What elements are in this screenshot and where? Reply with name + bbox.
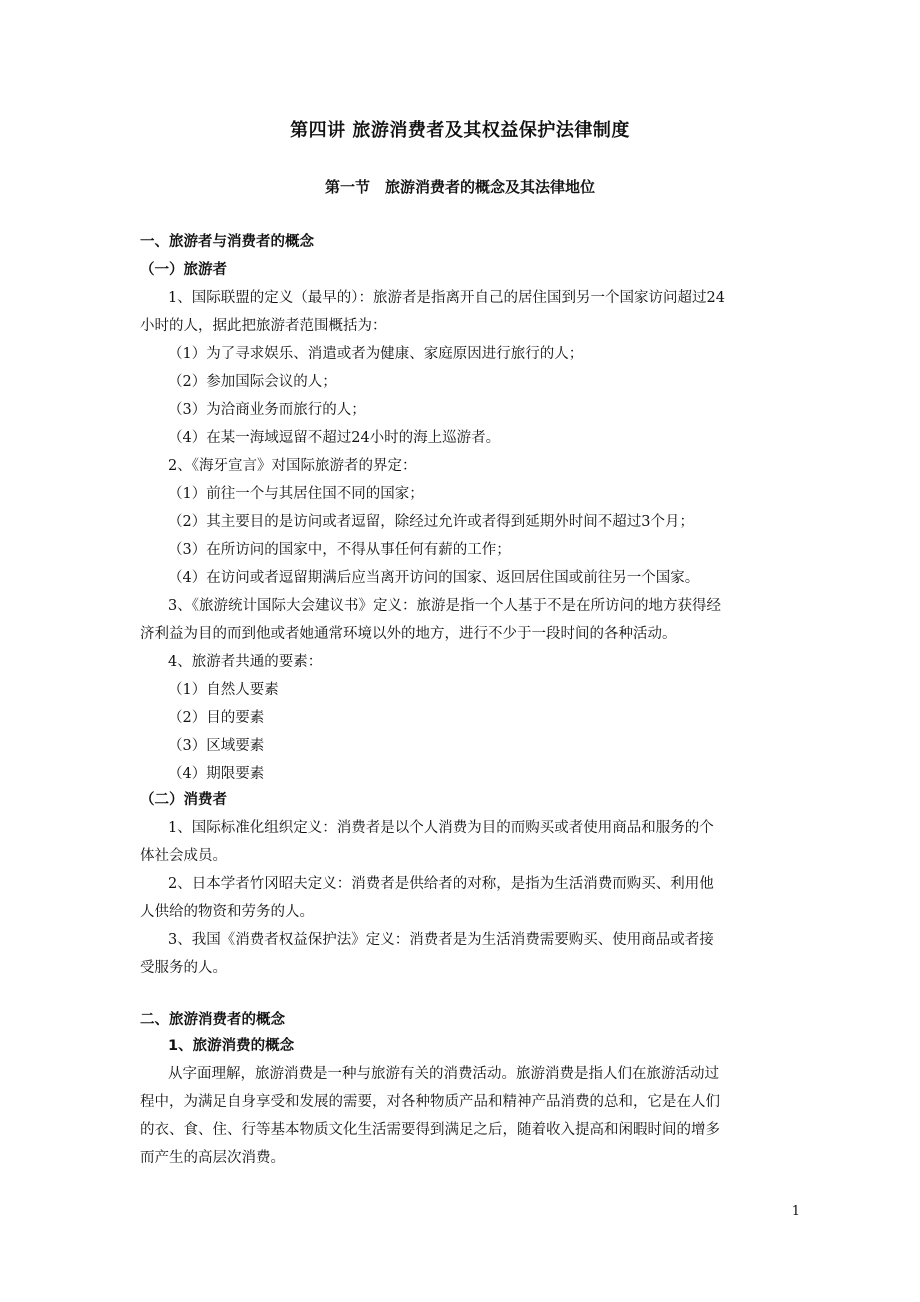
paragraph-line: 济利益为目的而到他或者她通常环境以外的地方，进行不少于一段时间的各种活动。: [140, 626, 677, 642]
list-item: （3）在所访问的国家中，不得从事任何有薪的工作；: [168, 542, 511, 558]
paragraph-line: 1、国际标准化组织定义：消费者是以个人消费为目的而购买或者使用商品和服务的个: [168, 820, 714, 836]
subheading-consumer: （二）消费者: [140, 792, 227, 808]
subheading-tourist: （一）旅游者: [140, 262, 227, 278]
paragraph-line: 从字面理解，旅游消费是一种与旅游有关的消费活动。旅游消费是指人们在旅游活动过: [168, 1066, 719, 1082]
list-item: （3）为洽商业务而旅行的人；: [168, 402, 366, 418]
list-item: （2）目的要素: [168, 710, 265, 726]
paragraph-line: 4、旅游者共通的要素：: [168, 654, 323, 670]
paragraph-line: 受服务的人。: [140, 960, 227, 976]
paragraph-line: 小时的人，据此把旅游者范围概括为：: [140, 318, 387, 334]
list-item: （2）参加国际会议的人；: [168, 374, 337, 390]
paragraph-line: 3、《旅游统计国际大会建议书》定义：旅游是指一个人基于不是在所访问的地方获得经: [168, 598, 721, 614]
paragraph-line: 2、日本学者竹冈昭夫定义：消费者是供给者的对称，是指为生活消费而购买、利用他: [168, 876, 714, 892]
list-item: （2）其主要目的是访问或者逗留，除经过允许或者得到延期外时间不超过3个月；: [168, 514, 694, 530]
list-item: （4）期限要素: [168, 766, 265, 782]
paragraph-line: 1、国际联盟的定义（最早的）：旅游者是指离开自己的居住国到另一个国家访问超过24: [168, 290, 725, 306]
paragraph-line: 而产生的高层次消费。: [140, 1150, 285, 1166]
paragraph-line: 3、我国《消费者权益保护法》定义：消费者是为生活消费需要购买、使用商品或者接: [168, 932, 714, 948]
paragraph-line: 体社会成员。: [140, 848, 227, 864]
paragraph-line: 2、《海牙宣言》对国际旅游者的界定：: [168, 458, 417, 474]
paragraph-line: 的衣、食、住、行等基本物质文化生活需要得到满足之后，随着收入提高和闲暇时间的增多: [140, 1122, 720, 1138]
subheading-tourism-consumption: 1、旅游消费的概念: [168, 1038, 295, 1054]
list-item: （4）在访问或者逗留期满后应当离开访问的国家、返回居住国或前往另一个国家。: [168, 570, 700, 586]
list-item: （3）区域要素: [168, 738, 265, 754]
paragraph-line: 程中，为满足自身享受和发展的需要，对各种物质产品和精神产品消费的总和，它是在人们: [140, 1094, 720, 1110]
section-title: 第一节 旅游消费者的概念及其法律地位: [324, 178, 595, 196]
page-number: 1: [791, 1204, 800, 1219]
list-item: （1）自然人要素: [168, 682, 279, 698]
document-title: 第四讲 旅游消费者及其权益保护法律制度: [290, 120, 630, 141]
paragraph-line: 人供给的物资和劳务的人。: [140, 904, 314, 920]
heading-1: 一、旅游者与消费者的概念: [140, 234, 314, 250]
list-item: （1）前往一个与其居住国不同的国家；: [168, 486, 424, 502]
heading-2: 二、旅游消费者的概念: [140, 1012, 285, 1028]
list-item: （1）为了寻求娱乐、消遣或者为健康、家庭原因进行旅行的人；: [168, 346, 584, 362]
list-item: （4）在某一海域逗留不超过24小时的海上巡游者。: [168, 430, 501, 446]
